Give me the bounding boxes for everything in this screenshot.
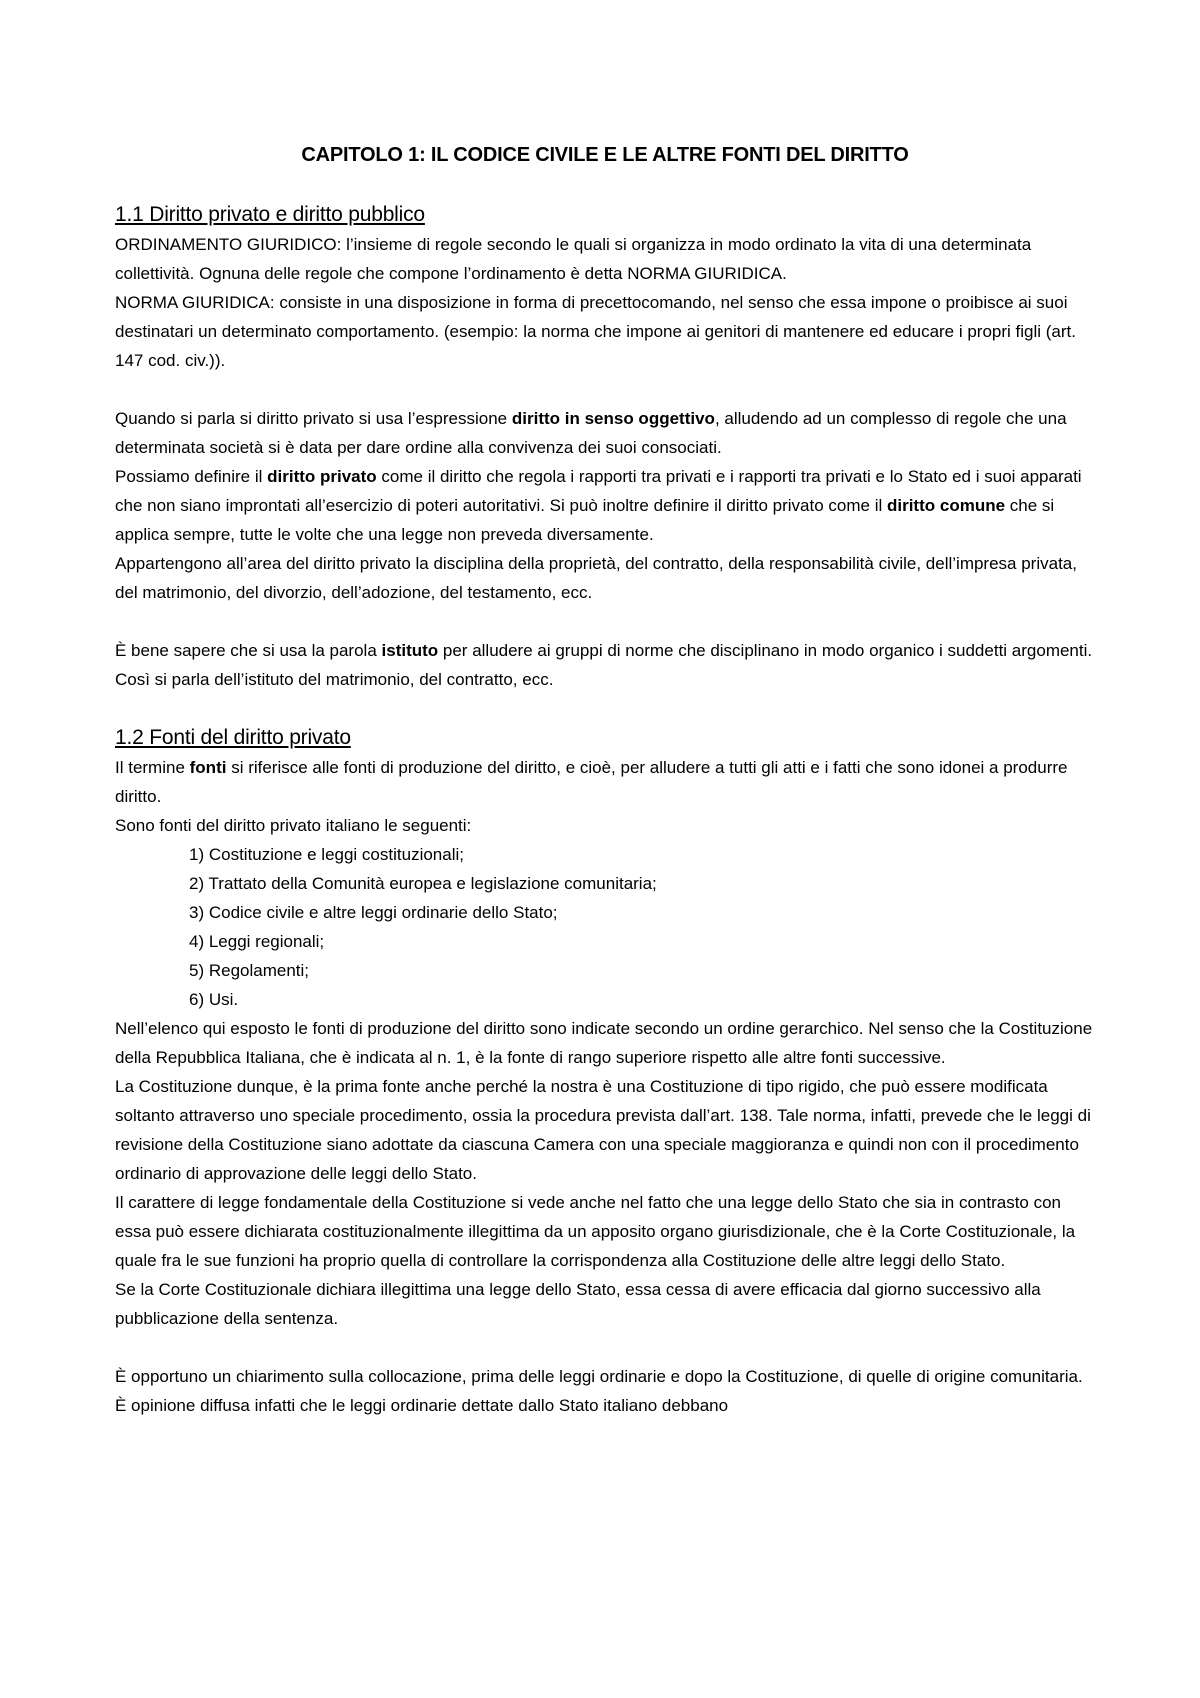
paragraph-istituto: È bene sapere che si usa la parola istituto per alludere ai gruppi di norme che disciplinano in modo organico i suddetti argomenti. Così si parla dell’istituto del matrimonio, del contratto, ecc. [115, 641, 1093, 689]
paragraph-termine-fonti: Il termine fonti si riferisce alle fonti di produzione del diritto, e cioè, per alludere a tutti gli atti e i fatti che sono idonei a produrre diritto. [115, 758, 1068, 806]
section-heading-1-2: 1.2 Fonti del diritto privato [115, 726, 351, 749]
paragraph-area-diritto-privato: Appartengono all’area del diritto privato la disciplina della proprietà, del contratto, della responsabilità civile, dell’impresa privata, del matrimonio, del divorzio, dell’adozione, del testamento, ecc. [115, 554, 1077, 602]
list-item: 2) Trattato della Comunità europea e legislazione comunitaria; [189, 874, 657, 893]
paragraph-elenco-intro: Sono fonti del diritto privato italiano le seguenti: [115, 816, 472, 835]
fonti-list [115, 840, 1095, 1014]
list-item: 6) Usi. [189, 990, 239, 1009]
list-item: 1) Costituzione e leggi costituzionali; [189, 845, 464, 864]
paragraph-diritto-oggettivo: Quando si parla si diritto privato si usa l’espressione diritto in senso oggettivo, alludendo ad un complesso di regole che una determinata società si è data per dare ordine alla convivenza dei suoi consociati. [115, 409, 1067, 457]
list-item: 5) Regolamenti; [189, 961, 310, 980]
chapter-title: CAPITOLO 1: IL CODICE CIVILE E LE ALTRE FONTI DEL DIRITTO [301, 144, 909, 166]
paragraph-legge-fondamentale: Il carattere di legge fondamentale della Costituzione si vede anche nel fatto che una legge dello Stato che sia in contrasto con essa può essere dichiarata costituzionalmente illegittima da un apposito organo giurisdizionale, che è la Corte Costituzionale, la quale fra le sue funzioni ha proprio quella di controllare la corrispondenza alla Costituzione delle altre leggi dello Stato. [115, 1193, 1076, 1270]
paragraph-origine-comunitaria: È opportuno un chiarimento sulla collocazione, prima delle leggi ordinarie e dopo la Costituzione, di quelle di origine comunitaria. È opinione diffusa infatti che le leggi ordinarie dettate dallo Stato italiano debbano [115, 1367, 1083, 1415]
paragraph-ordinamento-giuridico: ORDINAMENTO GIURIDICO: l’insieme di regole secondo le quali si organizza in modo ordinato la vita di una determinata collettività. Ognuna delle regole che compone l’ordinamento è detta NORMA GIURIDICA. [115, 235, 1032, 283]
document-body [115, 140, 1095, 1420]
paragraph-norma-giuridica: NORMA GIURIDICA: consiste in una disposizione in forma di precettocomando, nel senso che essa impone o proibisce ai suoi destinatari un determinato comportamento. (esempio: la norma che impone ai genitori di mantenere ed educare i propri figli (art. 147 cod. civ.)). [115, 293, 1076, 370]
paragraph-costituzione-rigida: La Costituzione dunque, è la prima fonte anche perché la nostra è una Costituzione di tipo rigido, che può essere modificata soltanto attraverso uno speciale procedimento, ossia la procedura prevista dall’art. 138. Tale norma, infatti, prevede che le leggi di revisione della Costituzione siano adottate da ciascuna Camera con una speciale maggioranza e quindi non con il procedimento ordinario di approvazione delle leggi dello Stato. [115, 1077, 1091, 1183]
list-item: 4) Leggi regionali; [189, 932, 325, 951]
paragraph-ordine-gerarchico: Nell’elenco qui esposto le fonti di produzione del diritto sono indicate secondo un ordine gerarchico. Nel senso che la Costituzione della Repubblica Italiana, che è indicata al n. 1, è la fonte di rango superiore rispetto alle altre fonti successive. [115, 1019, 1093, 1067]
list-item: 3) Codice civile e altre leggi ordinarie dello Stato; [189, 903, 558, 922]
section-heading-1-1: 1.1 Diritto privato e diritto pubblico [115, 203, 425, 226]
paragraph-definizione-diritto-privato: Possiamo definire il diritto privato come il diritto che regola i rapporti tra privati e i rapporti tra privati e lo Stato ed i suoi apparati che non siano improntati all’esercizio di poteri autoritativi. Si può inoltre definire il diritto privato come il diritto comune che si applica sempre, tutte le volte che una legge non preveda diversamente. [115, 467, 1082, 544]
paragraph-corte-costituzionale: Se la Corte Costituzionale dichiara illegittima una legge dello Stato, essa cessa di avere efficacia dal giorno successivo alla pubblicazione della sentenza. [115, 1280, 1041, 1328]
